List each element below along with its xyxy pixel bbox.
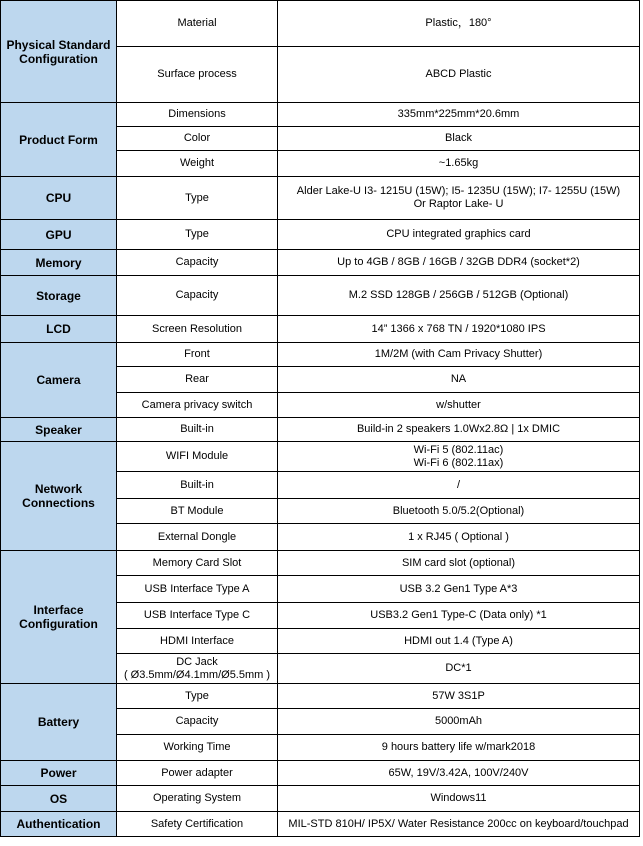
spec-value-cell: Black: [278, 127, 640, 151]
spec-label-cell: Material: [117, 1, 278, 47]
spec-value-cell: 1 x RJ45 ( Optional ): [278, 524, 640, 551]
spec-value-cell: USB3.2 Gen1 Type-C (Data only) *1: [278, 603, 640, 629]
spec-value-cell: HDMI out 1.4 (Type A): [278, 629, 640, 654]
spec-label-cell: Weight: [117, 151, 278, 177]
spec-value-cell: 57W 3S1P: [278, 684, 640, 709]
spec-value-cell: 1M/2M (with Cam Privacy Shutter): [278, 343, 640, 367]
spec-label-cell: Camera privacy switch: [117, 393, 278, 418]
category-cell: Interface Configuration: [1, 551, 117, 684]
category-cell: Storage: [1, 276, 117, 316]
table-row: [1, 786, 640, 812]
spec-label-cell: BT Module: [117, 499, 278, 524]
spec-label-cell: Color: [117, 127, 278, 151]
spec-value-cell: /: [278, 472, 640, 499]
table-row: [1, 250, 640, 276]
category-cell: Speaker: [1, 418, 117, 442]
spec-label-cell: Working Time: [117, 735, 278, 761]
spec-label-cell: Screen Resolution: [117, 316, 278, 343]
category-cell: Memory: [1, 250, 117, 276]
table-row: [1, 316, 640, 343]
spec-value-cell: Plastic，180°: [278, 1, 640, 47]
spec-value-cell: w/shutter: [278, 393, 640, 418]
category-cell: LCD: [1, 316, 117, 343]
spec-value-cell: USB 3.2 Gen1 Type A*3: [278, 576, 640, 603]
table-row: [1, 177, 640, 220]
spec-table-body: [1, 1, 640, 837]
spec-label-cell: Capacity: [117, 250, 278, 276]
category-cell: OS: [1, 786, 117, 812]
spec-value-cell: DC*1: [278, 654, 640, 684]
spec-value-cell: 9 hours battery life w/mark2018: [278, 735, 640, 761]
spec-value-cell: Alder Lake-U I3- 1215U (15W); I5- 1235U (15W); I7- 1255U (15W) Or Raptor Lake- U: [278, 177, 640, 220]
table-row: [1, 343, 640, 367]
category-cell: Power: [1, 761, 117, 786]
table-row: [1, 220, 640, 250]
spec-value-cell: Windows11: [278, 786, 640, 812]
spec-value-cell: MIL-STD 810H/ IP5X/ Water Resistance 200cc on keyboard/touchpad: [278, 812, 640, 837]
spec-value-cell: Build-in 2 speakers 1.0Wx2.8Ω | 1x DMIC: [278, 418, 640, 442]
category-cell: Product Form: [1, 103, 117, 177]
spec-value-cell: Up to 4GB / 8GB / 16GB / 32GB DDR4 (socket*2): [278, 250, 640, 276]
category-cell: Network Connections: [1, 442, 117, 551]
spec-label-cell: Dimensions: [117, 103, 278, 127]
table-row: [1, 442, 640, 472]
table-row: [1, 551, 640, 576]
spec-label-cell: USB Interface Type C: [117, 603, 278, 629]
category-cell: Camera: [1, 343, 117, 418]
spec-label-cell: Type: [117, 684, 278, 709]
spec-value-cell: NA: [278, 367, 640, 393]
table-row: [1, 103, 640, 127]
spec-label-cell: Power adapter: [117, 761, 278, 786]
spec-label-cell: Surface process: [117, 47, 278, 103]
spec-value-cell: M.2 SSD 128GB / 256GB / 512GB (Optional): [278, 276, 640, 316]
spec-label-cell: WIFI Module: [117, 442, 278, 472]
category-cell: Physical Standard Configuration: [1, 1, 117, 103]
spec-label-cell: Safety Certification: [117, 812, 278, 837]
spec-label-cell: Built-in: [117, 472, 278, 499]
spec-label-cell: Memory Card Slot: [117, 551, 278, 576]
category-cell: CPU: [1, 177, 117, 220]
spec-label-cell: Capacity: [117, 709, 278, 735]
spec-value-cell: Wi-Fi 5 (802.11ac) Wi-Fi 6 (802.11ax): [278, 442, 640, 472]
spec-value-cell: CPU integrated graphics card: [278, 220, 640, 250]
table-row: [1, 418, 640, 442]
category-cell: Battery: [1, 684, 117, 761]
spec-value-cell: ~1.65kg: [278, 151, 640, 177]
table-row: [1, 684, 640, 709]
spec-value-cell: SIM card slot (optional): [278, 551, 640, 576]
spec-value-cell: 335mm*225mm*20.6mm: [278, 103, 640, 127]
spec-label-cell: HDMI Interface: [117, 629, 278, 654]
table-row: [1, 761, 640, 786]
spec-value-cell: 5000mAh: [278, 709, 640, 735]
spec-label-cell: Type: [117, 177, 278, 220]
spec-value-cell: Bluetooth 5.0/5.2(Optional): [278, 499, 640, 524]
spec-label-cell: Type: [117, 220, 278, 250]
category-cell: GPU: [1, 220, 117, 250]
spec-label-cell: Operating System: [117, 786, 278, 812]
spec-value-cell: 14” 1366 x 768 TN / 1920*1080 IPS: [278, 316, 640, 343]
spec-label-cell: DC Jack ( Ø3.5mm/Ø4.1mm/Ø5.5mm ): [117, 654, 278, 684]
table-row: [1, 276, 640, 316]
spec-value-cell: 65W, 19V/3.42A, 100V/240V: [278, 761, 640, 786]
spec-label-cell: USB Interface Type A: [117, 576, 278, 603]
spec-label-cell: Built-in: [117, 418, 278, 442]
table-row: [1, 1, 640, 47]
spec-label-cell: Capacity: [117, 276, 278, 316]
table-row: [1, 812, 640, 837]
spec-label-cell: Front: [117, 343, 278, 367]
spec-label-cell: Rear: [117, 367, 278, 393]
category-cell: Authentication: [1, 812, 117, 837]
spec-value-cell: ABCD Plastic: [278, 47, 640, 103]
spec-label-cell: External Dongle: [117, 524, 278, 551]
